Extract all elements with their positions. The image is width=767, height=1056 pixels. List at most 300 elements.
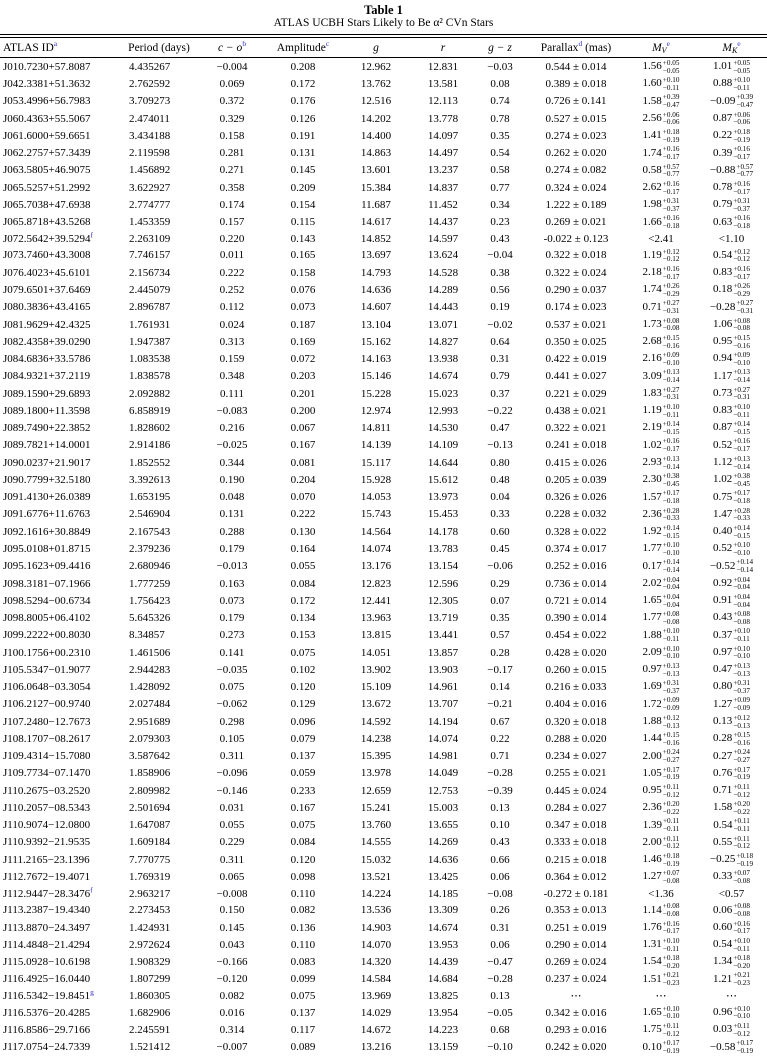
cell-plx: 0.333 ± 0.018 (545, 836, 607, 849)
cell-co: −0.166 (216, 956, 248, 969)
cell-atlas-id: J099.2222+00.8030 (3, 629, 91, 642)
cell-period: 3.434188 (129, 129, 171, 142)
cell-mk: 0.28 +0.15 −0.16 (713, 731, 750, 747)
cell-mk: 1.47 +0.28 −0.33 (713, 506, 750, 523)
cell-amp: 0.164 (290, 542, 316, 555)
cell-co: 0.065 (219, 871, 245, 884)
cell-plx: 0.415 ± 0.026 (545, 456, 607, 469)
cell-co: 0.069 (219, 78, 245, 91)
table-row (0, 281, 767, 298)
cell-g: 14.672 (360, 1023, 392, 1036)
cell-co: 0.043 (219, 938, 245, 951)
cell-gz: 0.68 (490, 1023, 510, 1036)
cell-plx: 0.441 ± 0.027 (545, 370, 607, 383)
cell-mk: 0.97 +0.10 −0.10 (713, 644, 750, 661)
cell-period: 3.587642 (129, 750, 171, 763)
cell-co: 0.082 (219, 989, 245, 1002)
cell-amp: 0.089 (290, 1041, 316, 1054)
cell-mk: 0.63 +0.16 −0.18 (713, 214, 750, 231)
cell-co: 0.298 (219, 715, 245, 728)
cell-atlas-id: J098.3181−07.1966 (3, 577, 91, 590)
cell-gz: 0.13 (490, 801, 510, 814)
cell-mv: 1.65 +0.04 −0.04 (642, 592, 680, 609)
footnote-marker: b (242, 39, 247, 49)
cell-r: 13.655 (427, 819, 459, 832)
cell-mv: 1.51 +0.21 −0.23 (642, 971, 680, 988)
table-row (0, 782, 767, 799)
cell-mk: 0.55 +0.11 −0.12 (713, 834, 750, 851)
cell-mk: 0.91 +0.04 −0.04 (713, 592, 750, 609)
table-row (0, 558, 767, 575)
cell-mv: 2.56 +0.06 −0.06 (642, 110, 680, 127)
cell-atlas-id: J105.5347−01.9077 (3, 663, 91, 676)
cell-mk: −0.88 +0.57 −0.77 (709, 162, 754, 179)
table-row (0, 145, 767, 162)
cell-atlas-id: J060.4363+55.5067 (3, 112, 91, 125)
cell-amp: 0.191 (290, 129, 316, 142)
cell-period: 1.756423 (129, 594, 171, 607)
cell-atlas-id: J116.8586−29.7166 (3, 1023, 91, 1036)
cell-gz: 0.35 (490, 612, 510, 625)
cell-g: 14.564 (360, 525, 392, 538)
cell-g: 12.516 (360, 95, 392, 108)
cell-atlas-id: J112.7672−19.4071 (3, 871, 91, 884)
cell-g: 13.672 (360, 698, 392, 711)
cell-mk: 1.12 +0.13 −0.14 (713, 454, 750, 471)
cell-g: 12.974 (360, 404, 392, 417)
cell-mv: 1.14 +0.08 −0.08 (642, 902, 680, 919)
cell-atlas-id: J098.5294−00.6734 (3, 594, 91, 607)
cell-r: 12.831 (427, 60, 459, 73)
footnote-marker: g (90, 987, 94, 997)
cell-g: 13.601 (360, 164, 392, 177)
cell-co: 0.111 (220, 387, 244, 400)
cell-co: 0.145 (219, 921, 245, 934)
table-row (0, 678, 767, 695)
table-row (0, 953, 767, 970)
cell-plx: 0.404 ± 0.016 (545, 698, 607, 711)
cell-g: 14.051 (360, 646, 392, 659)
cell-period: 1.777259 (129, 577, 171, 590)
cell-mv: 1.46 +0.18 −0.19 (642, 851, 680, 868)
cell-co: 0.229 (219, 836, 245, 849)
cell-mk: 0.47 +0.13 −0.13 (713, 661, 750, 678)
cell-mv: 1.39 +0.11 −0.11 (642, 817, 680, 834)
cell-amp: 0.137 (290, 1006, 316, 1019)
cell-amp: 0.110 (290, 887, 316, 900)
cell-mv: 2.16 +0.09 −0.10 (642, 351, 680, 367)
cell-gz: 0.31 (490, 921, 510, 934)
cell-plx: 0.274 ± 0.082 (545, 164, 607, 177)
table-row (0, 936, 767, 953)
cell-period: 3.709273 (129, 95, 171, 108)
cell-g: 14.139 (360, 439, 392, 452)
cell-mv: 1.92 +0.14 −0.15 (642, 523, 680, 540)
cell-g: 15.162 (360, 335, 392, 348)
cell-g: 14.029 (360, 1006, 392, 1019)
cell-co: 0.271 (219, 164, 245, 177)
cell-co: 0.288 (219, 525, 245, 538)
cell-mv: 1.72 +0.09 −0.09 (642, 696, 680, 713)
footnote-marker: d (578, 39, 583, 49)
cell-g: 15.395 (360, 750, 392, 763)
cell-mk: 0.87 +0.06 −0.06 (713, 110, 750, 127)
cell-amp: 0.075 (290, 989, 316, 1002)
cell-amp: 0.126 (290, 112, 316, 125)
cell-mv: 1.75 +0.11 −0.12 (642, 1021, 680, 1038)
cell-mv: 1.27 +0.07 −0.08 (642, 869, 680, 885)
cell-gz: 0.06 (490, 871, 510, 884)
cell-atlas-id: J081.9629+42.4325 (3, 318, 91, 331)
cell-amp: 0.167 (290, 439, 316, 452)
cell-r: 12.596 (427, 577, 459, 590)
cell-atlas-id: J112.9447−28.3476$^f$ (3, 885, 93, 900)
cell-atlas-id: J117.0754−24.7339 (3, 1041, 91, 1054)
cell-r: 14.178 (427, 525, 459, 538)
cell-mv: 1.69 +0.31 −0.37 (642, 679, 680, 695)
cell-atlas-id: J080.3836+43.4165 (3, 301, 91, 314)
cell-r: 13.825 (427, 989, 459, 1002)
cell-co: −0.008 (216, 887, 248, 900)
cell-co: 0.311 (219, 853, 245, 866)
cell-mk: 0.79 +0.31 −0.37 (713, 197, 750, 213)
cell-period: 2.273453 (129, 904, 171, 917)
cell-atlas-id: J091.6776+11.6763 (3, 508, 91, 521)
cell-gz: 0.04 (490, 491, 510, 504)
cell-mv: 0.58 +0.57 −0.77 (642, 162, 680, 179)
cell-mk: 1.34 +0.18 −0.20 (713, 954, 750, 970)
cell-period: 2.680946 (129, 560, 171, 573)
footnote-marker: f (90, 230, 93, 240)
cell-g: 14.636 (360, 283, 392, 296)
cell-period: 2.762592 (129, 78, 171, 91)
cell-plx: 0.293 ± 0.016 (545, 1023, 607, 1036)
cell-amp: 0.158 (290, 266, 316, 279)
cell-r: 13.719 (427, 612, 459, 625)
cell-mk: ⋯ (726, 989, 737, 1002)
cell-g: 14.617 (360, 216, 392, 229)
cell-r: 14.097 (427, 129, 459, 142)
cell-gz: 0.64 (490, 335, 510, 348)
cell-period: 1.828602 (129, 422, 171, 435)
cell-atlas-id: J090.7799+32.5180 (3, 473, 91, 486)
cell-gz: 0.34 (490, 198, 510, 211)
table-row (0, 196, 767, 213)
cell-gz: −0.05 (487, 1006, 513, 1019)
table-row (0, 110, 767, 127)
cell-gz: 0.45 (490, 542, 510, 555)
cell-amp: 0.083 (290, 956, 316, 969)
cell-mk: 1.02 +0.38 −0.45 (713, 472, 750, 488)
cell-atlas-id: J106.2127−00.9740 (3, 698, 91, 711)
cell-plx: -0.022 ± 0.123 (543, 232, 609, 245)
cell-plx: 0.251 ± 0.019 (545, 921, 607, 934)
table-row (0, 454, 767, 471)
cell-mv: 0.95 +0.11 −0.12 (642, 782, 680, 799)
cell-period: 2.379236 (129, 542, 171, 555)
cell-plx: 0.342 ± 0.016 (545, 1006, 607, 1019)
cell-g: 13.978 (360, 767, 392, 780)
cell-period: 2.445079 (129, 283, 171, 296)
cell-period: 1.761931 (129, 318, 171, 331)
cell-gz: 0.14 (490, 681, 510, 694)
table-row (0, 799, 767, 816)
cell-atlas-id: J092.1616+30.8849 (3, 525, 91, 538)
cell-amp: 0.117 (290, 1023, 316, 1036)
table-row (0, 437, 767, 454)
header-row (0, 38, 767, 58)
table-row (0, 817, 767, 834)
cell-r: 13.624 (427, 249, 459, 262)
cell-atlas-id: J116.5376−20.4285 (3, 1006, 91, 1019)
cell-atlas-id: J116.4925−16.0440 (3, 973, 91, 986)
cell-r: 14.049 (427, 767, 459, 780)
cell-amp: 0.136 (290, 921, 316, 934)
cell-amp: 0.075 (290, 646, 316, 659)
cell-mk: 0.52 +0.16 −0.17 (713, 437, 750, 454)
cell-mk: −0.09 +0.39 −0.47 (709, 93, 754, 110)
cell-period: 4.435267 (129, 60, 171, 73)
table-row (0, 385, 767, 402)
table-row (0, 748, 767, 765)
cell-co: 0.048 (219, 491, 245, 504)
cell-mv: 1.02 +0.16 −0.17 (642, 437, 680, 454)
cell-mk: 0.43 +0.08 −0.08 (713, 610, 750, 626)
cell-plx: 0.269 ± 0.024 (545, 956, 607, 969)
table-row (0, 350, 767, 367)
table-row (0, 214, 767, 231)
cell-gz: 0.29 (490, 577, 510, 590)
cell-plx: 0.454 ± 0.022 (545, 629, 607, 642)
cell-g: 14.238 (360, 732, 392, 745)
cell-atlas-id: J065.7038+47.6938 (3, 198, 91, 211)
cell-gz: 0.10 (490, 819, 510, 832)
cell-r: 14.684 (427, 973, 459, 986)
cell-mk: 1.01 +0.05 −0.05 (713, 58, 750, 75)
cell-mk: 0.83 +0.16 −0.17 (713, 264, 750, 281)
cell-plx: 0.260 ± 0.015 (545, 663, 607, 676)
cell-plx: 0.322 ± 0.018 (545, 249, 607, 262)
cell-g: 13.521 (360, 871, 392, 884)
cell-co: −0.146 (216, 784, 248, 797)
table-row (0, 575, 767, 592)
cell-mv: 1.41 +0.18 −0.19 (642, 127, 680, 144)
cell-plx: 0.324 ± 0.024 (545, 181, 607, 194)
cell-g: 15.117 (361, 456, 391, 469)
cell-amp: 0.084 (290, 577, 316, 590)
cell-g: 14.074 (360, 542, 392, 555)
cell-gz: 0.23 (490, 216, 510, 229)
cell-atlas-id: J110.2057−08.5343 (3, 801, 91, 814)
cell-mv: 1.57 +0.17 −0.18 (642, 489, 680, 506)
cell-amp: 0.081 (290, 456, 316, 469)
cell-period: 2.156734 (129, 266, 171, 279)
cell-plx: 0.390 ± 0.014 (545, 612, 607, 625)
cell-mv: 1.19 +0.10 −0.11 (642, 402, 680, 419)
cell-amp: 0.059 (290, 767, 316, 780)
cell-gz: −0.13 (487, 439, 513, 452)
footnote-marker: c (325, 39, 330, 49)
table-caption (0, 0, 767, 31)
cell-plx: 0.242 ± 0.020 (545, 1041, 607, 1054)
cell-g: 13.760 (360, 819, 392, 832)
cell-gz: 0.79 (490, 370, 510, 383)
cell-period: 2.245591 (129, 1023, 171, 1036)
cell-r: 14.827 (427, 335, 459, 348)
cell-period: 8.34857 (129, 629, 165, 642)
cell-g: 14.163 (360, 353, 392, 366)
cell-co: 0.329 (219, 112, 245, 125)
cell-mv: 1.60 +0.10 −0.11 (642, 76, 680, 92)
cell-mk: 0.80 +0.31 −0.37 (713, 679, 750, 695)
cell-atlas-id: J072.5642+39.5294$^f$ (3, 230, 93, 245)
cell-co: 0.314 (219, 1023, 245, 1036)
cell-amp: 0.209 (290, 181, 316, 194)
column-header-g: g (340, 38, 412, 58)
cell-co: 0.075 (219, 681, 245, 694)
table-row (0, 231, 767, 247)
cell-mk: 0.78 +0.16 −0.17 (713, 179, 750, 196)
cell-period: 1.769319 (129, 871, 171, 884)
cell-g: 11.687 (361, 198, 391, 211)
cell-period: 1.807299 (129, 973, 171, 986)
cell-amp: 0.137 (290, 750, 316, 763)
cell-mv: <2.41 (648, 232, 674, 245)
cell-r: 13.441 (427, 629, 459, 642)
cell-period: 1.609184 (129, 836, 171, 849)
cell-g: 14.070 (360, 938, 392, 951)
cell-mv: 2.36 +0.28 −0.33 (642, 506, 680, 523)
column-header-amp: Amplitude$^c$ (266, 38, 340, 58)
cell-mv: 1.83 +0.27 −0.31 (642, 385, 680, 402)
table-row (0, 368, 767, 385)
table-row (0, 506, 767, 523)
cell-mv: 0.17 +0.14 −0.14 (642, 558, 680, 575)
cell-atlas-id: J065.5257+51.2992 (3, 181, 91, 194)
cell-co: 0.358 (219, 181, 245, 194)
cell-co: −0.062 (216, 698, 248, 711)
cell-r: 13.953 (427, 938, 459, 951)
column-header-period: Period (days) (120, 38, 198, 58)
table-row (0, 179, 767, 196)
cell-period: 2.963217 (129, 887, 171, 900)
cell-mv: 2.09 +0.10 −0.10 (642, 644, 680, 661)
cell-co: −0.083 (216, 404, 248, 417)
cell-g: 15.743 (360, 508, 392, 521)
cell-gz: 0.78 (490, 112, 510, 125)
cell-gz: 0.08 (490, 78, 510, 91)
cell-r: 14.109 (427, 439, 459, 452)
cell-mv: 1.77 +0.10 −0.10 (642, 541, 680, 557)
cell-r: 13.581 (427, 78, 459, 91)
cell-co: 0.131 (219, 508, 245, 521)
cell-atlas-id: J110.9392−21.9535 (3, 836, 91, 849)
cell-atlas-id: J107.2480−12.7673 (3, 715, 91, 728)
cell-g: 15.384 (360, 181, 392, 194)
cell-atlas-id: J063.5805+46.9075 (3, 164, 91, 177)
table-row (0, 851, 767, 868)
cell-plx: 0.438 ± 0.021 (545, 404, 607, 417)
cell-gz: 0.54 (490, 147, 510, 160)
column-header-mv: $M_V^e$ (626, 38, 696, 58)
cell-co: 0.159 (219, 353, 245, 366)
column-header-mk: $M_K^e$ (696, 38, 767, 58)
cell-plx: -0.272 ± 0.181 (543, 887, 609, 900)
cell-amp: 0.115 (290, 216, 316, 229)
cell-r: 13.237 (427, 164, 459, 177)
cell-amp: 0.075 (290, 819, 316, 832)
cell-atlas-id: J089.1800+11.3598 (3, 404, 91, 417)
cell-amp: 0.172 (290, 78, 316, 91)
cell-period: 1.453359 (129, 216, 171, 229)
cell-mk: 1.21 +0.21 −0.23 (713, 971, 750, 988)
table-body (0, 58, 767, 1056)
cell-g: 14.555 (360, 836, 392, 849)
cell-mv: 2.19 +0.14 −0.15 (642, 420, 680, 436)
cell-amp: 0.222 (290, 508, 316, 521)
cell-mv: 1.44 +0.15 −0.16 (642, 731, 680, 747)
cell-period: 7.746157 (129, 249, 171, 262)
cell-g: 13.762 (360, 78, 392, 91)
cell-gz: −0.08 (487, 887, 513, 900)
column-header-gz: g − z (474, 38, 526, 58)
cell-plx: 0.328 ± 0.022 (545, 525, 607, 538)
cell-mv: 1.19 +0.12 −0.12 (642, 247, 680, 264)
table-row (0, 419, 767, 436)
cell-r: 13.954 (427, 1006, 459, 1019)
cell-atlas-id: J084.6836+33.5786 (3, 353, 91, 366)
cell-r: 14.597 (427, 232, 459, 245)
cell-period: 1.838578 (129, 370, 171, 383)
table-row (0, 316, 767, 333)
cell-amp: 0.145 (290, 164, 316, 177)
cell-co: 0.016 (219, 1006, 245, 1019)
cell-mk: 0.06 +0.08 −0.08 (713, 902, 750, 919)
cell-gz: −0.17 (487, 663, 513, 676)
cell-period: 1.083538 (129, 353, 171, 366)
cell-r: 14.837 (427, 181, 459, 194)
cell-mv: 1.74 +0.26 −0.29 (642, 282, 680, 298)
cell-plx: 0.252 ± 0.016 (545, 560, 607, 573)
cell-r: 13.938 (427, 353, 459, 366)
cell-g: 14.584 (360, 973, 392, 986)
cell-gz: 0.31 (490, 353, 510, 366)
cell-plx: 0.241 ± 0.018 (545, 439, 607, 452)
cell-period: 2.809982 (129, 784, 171, 797)
cell-atlas-id: J089.7821+14.0001 (3, 439, 91, 452)
cell-period: 2.119598 (129, 147, 170, 160)
cell-g: 14.202 (360, 112, 392, 125)
cell-mk: 0.54 +0.11 −0.11 (713, 817, 750, 834)
cell-amp: 0.110 (290, 938, 316, 951)
cell-co: 0.024 (219, 318, 245, 331)
cell-g: 14.320 (360, 956, 392, 969)
cell-r: 12.113 (428, 95, 458, 108)
cell-amp: 0.079 (290, 732, 316, 745)
footnote-marker: a (53, 39, 58, 49)
cell-gz: 0.56 (490, 283, 510, 296)
cell-mv: 1.58 +0.39 −0.47 (642, 93, 680, 110)
cell-atlas-id: J010.7230+57.8087 (3, 60, 91, 73)
cell-co: 0.179 (219, 612, 245, 625)
cell-g: 15.032 (360, 853, 392, 866)
table-row (0, 971, 767, 988)
cell-amp: 0.072 (290, 353, 316, 366)
cell-mv: ⋯ (655, 989, 667, 1002)
cell-period: 2.896787 (129, 301, 171, 314)
cell-period: 1.424931 (129, 921, 171, 934)
cell-atlas-id: J111.2165−23.1396 (3, 853, 90, 866)
